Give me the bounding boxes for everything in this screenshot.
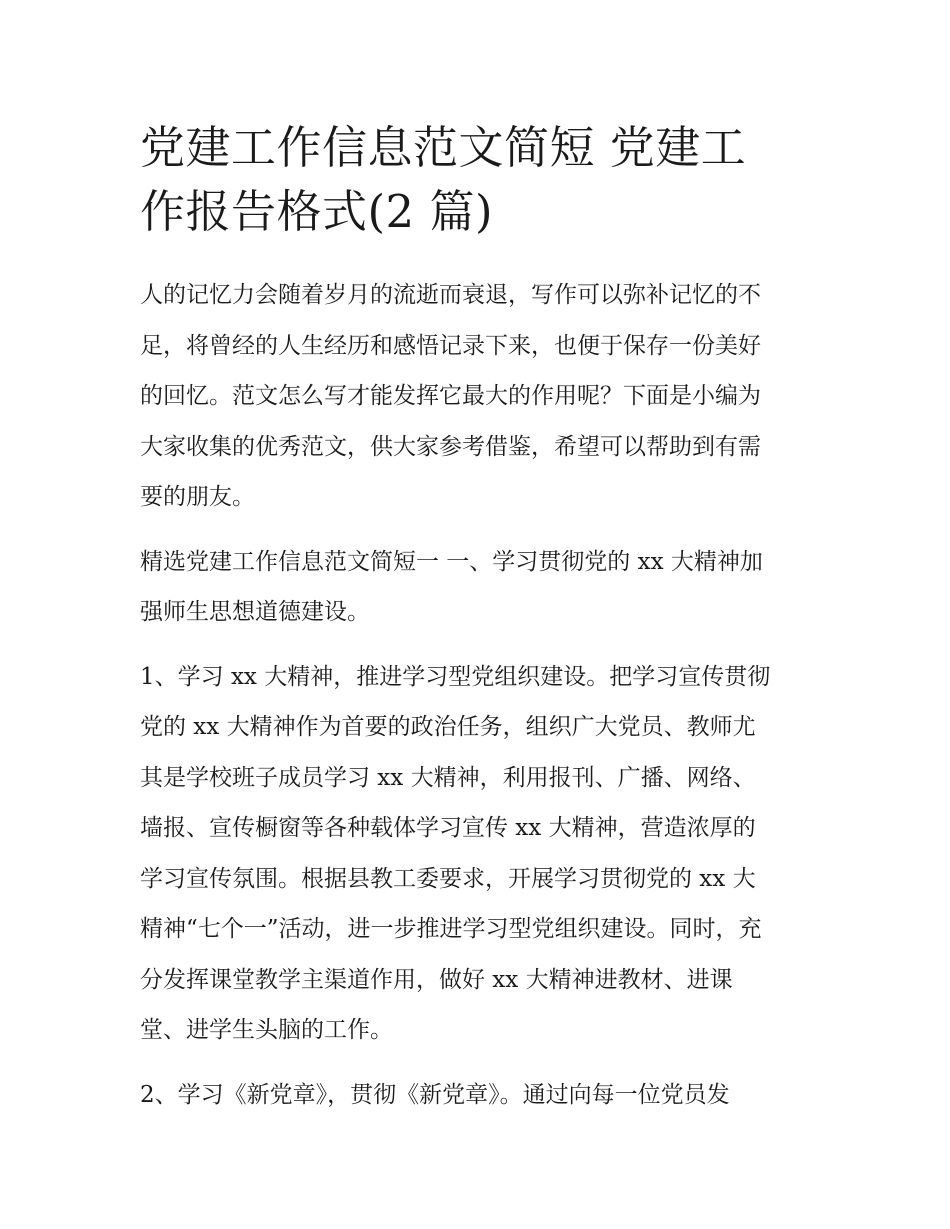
document-title (140, 116, 812, 244)
paragraph-line: 人的记忆力会随着岁月的流逝而衰退，写作可以弥补记忆的不 (140, 282, 761, 308)
paragraph-line: 足，将曾经的人生经历和感悟记录下来，也便于保存一份美好 (140, 332, 761, 359)
paragraph-line: 精选党建工作信息范文简短一 一、学习贯彻党的 xx 大精神加 (140, 548, 763, 575)
paragraph-line: 大家收集的优秀范文，供大家参考借鉴，希望可以帮助到有需 (140, 433, 761, 460)
paragraph-line: 1、学习 xx 大精神，推进学习型党组织建设。把学习宣传贯彻 (140, 663, 771, 690)
paragraph-line: 其是学校班子成员学习 xx 大精神，利用报刊、广播、网络、 (140, 764, 756, 791)
paragraph-line: 分发挥课堂教学主渠道作用，做好 xx 大精神进教材、进课 (140, 966, 733, 993)
paragraph-line: 2、学习《新党章》，贯彻《新党章》。通过向每一位党员发 (140, 1081, 730, 1108)
section-heading-paragraph (140, 537, 812, 638)
paragraph-line: 学习宣传氛围。根据县教工委要求，开展学习贯彻党的 xx 大 (140, 865, 756, 892)
item-2-paragraph (140, 1070, 812, 1121)
intro-paragraph (140, 270, 812, 523)
title-line: 作报告格式(2 篇) (140, 185, 494, 238)
paragraph-line: 要的朋友。 (140, 484, 255, 510)
paragraph-line: 堂、进学生头脑的工作。 (140, 1017, 393, 1043)
paragraph-line: 精神“七个一”活动，进一步推进学习型党组织建设。同时，充 (140, 916, 762, 942)
paragraph-line: 的回忆。范文怎么写才能发挥它最大的作用呢？下面是小编为 (140, 383, 761, 409)
paragraph-line: 党的 xx 大精神作为首要的政治任务，组织广大党员、教师尤 (140, 714, 756, 740)
item-1-paragraph (140, 652, 812, 1056)
paragraph-line: 强师生思想道德建设。 (140, 599, 370, 625)
paragraph-line: 墙报、宣传橱窗等各种载体学习宣传 xx 大精神，营造浓厚的 (140, 815, 756, 841)
title-line: 党建工作信息范文简短 党建工 (140, 121, 747, 174)
document-content (140, 116, 812, 1120)
